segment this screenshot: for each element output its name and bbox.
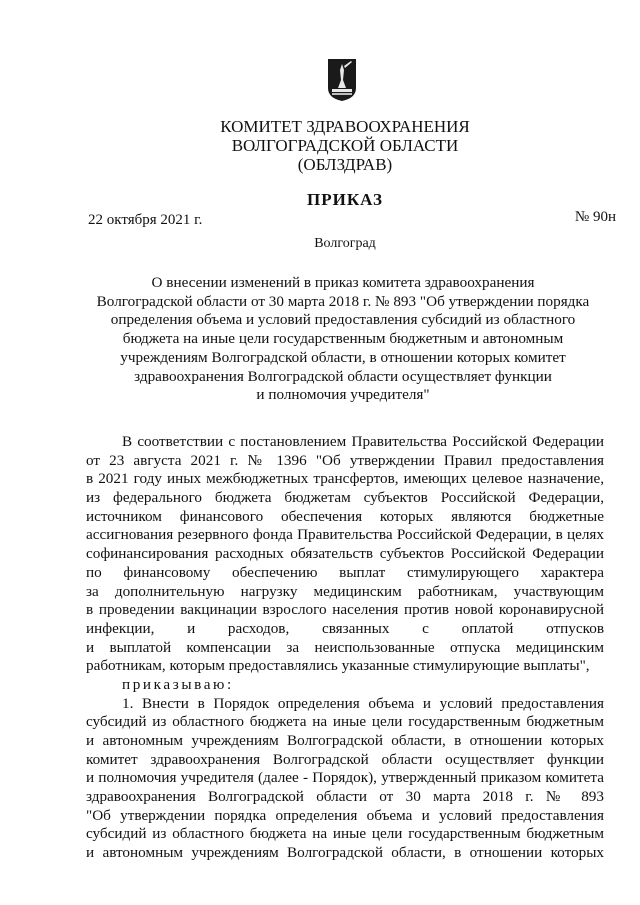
subject-line: определения объема и условий предоставления субсидий из областного xyxy=(110,311,576,329)
subject-line: Волгоградской области от 30 марта 2018 г. № 893 "Об утверждении порядка xyxy=(96,292,590,310)
subject-line: учреждениям Волгоградской области, в отношении которых комитет xyxy=(120,348,566,366)
body-line: "Об утверждении порядка определения объема и условий предоставления xyxy=(86,806,604,824)
body-line: из федерального бюджета бюджетам субъектов Российской Федерации, xyxy=(86,489,604,507)
body-line: в проведении вакцинации взрослого населения против новой коронавирусной xyxy=(86,601,604,619)
subject-line: бюджета на иные цели государственным бюджетным и автономным xyxy=(122,330,564,348)
body-line: В соответствии с постановлением Правительства Российской Федерации xyxy=(122,433,604,450)
body-line: за дополнительную нагрузку медицинским работникам, участвующим xyxy=(86,582,604,600)
body-line: и выплатой компенсации за неиспользованные отпуска медицинским xyxy=(86,638,604,656)
org-name-line3: (ОБЛЗДРАВ) xyxy=(297,155,393,174)
body-line: по финансовому обеспечению выплат стимулирующего характера xyxy=(86,563,604,581)
organization-header xyxy=(0,117,640,174)
document-title: ПРИКАЗ xyxy=(307,190,383,209)
document-date: 22 октября 2021 г. xyxy=(88,212,203,228)
org-name-line1: КОМИТЕТ ЗДРАВООХРАНЕНИЯ xyxy=(220,117,470,136)
order-subject xyxy=(86,274,600,405)
document-number: № 90н xyxy=(574,209,616,225)
body-line: комитет здравоохранения Волгоградской области осуществляет функции xyxy=(86,750,604,768)
body-line: и автономным учреждениям Волгоградской области, в отношении которых xyxy=(86,844,604,862)
subject-line: и полномочия учредителя" xyxy=(256,386,430,404)
body-line: субсидий из областного бюджета на иные цели государственным бюджетным xyxy=(86,713,604,731)
body-line: софинансирования расходных обязательств субъектов Российской Федерации xyxy=(86,545,604,563)
body-line: субсидий из областного бюджета на иные цели государственным бюджетным xyxy=(86,825,604,843)
body-line: в 2021 году иных межбюджетных трансфертов, имеющих целевое назначение, xyxy=(86,470,604,488)
body-line: источником финансового обеспечения которых являются бюджетные xyxy=(86,507,604,525)
body-line: и полномочия учредителя (далее - Порядок), утвержденный приказом комитета xyxy=(86,769,604,787)
body-line: ассигнования резервного фонда Правительства Российской Федерации, в целях xyxy=(86,526,604,544)
document-city: Волгоград xyxy=(314,236,376,251)
body-line: работникам, которым предоставлялись указанные стимулирующие выплаты", xyxy=(86,657,590,675)
order-directive: приказываю: xyxy=(122,675,234,693)
order-body xyxy=(86,433,604,863)
subject-line: О внесении изменений в приказ комитета здравоохранения xyxy=(151,274,535,291)
body-line: и автономным учреждениям Волгоградской области, в отношении которых xyxy=(86,732,604,749)
body-line: от 23 августа 2021 г. № 1396 "Об утверждении Правил предоставления xyxy=(86,451,604,469)
body-line: здравоохранения Волгоградской области от 30 марта 2018 г. № 893 xyxy=(86,788,604,806)
body-line: инфекции, и расходов, связанных с оплатой отпусков xyxy=(86,619,604,637)
volgograd-coat-of-arms-icon xyxy=(327,58,357,102)
org-name-line2: ВОЛГОГРАДСКОЙ ОБЛАСТИ xyxy=(231,136,459,155)
subject-line: здравоохранения Волгоградской области осуществляет функции xyxy=(134,367,552,385)
body-line: 1. Внести в Порядок определения объема и условий предоставления xyxy=(122,694,604,712)
